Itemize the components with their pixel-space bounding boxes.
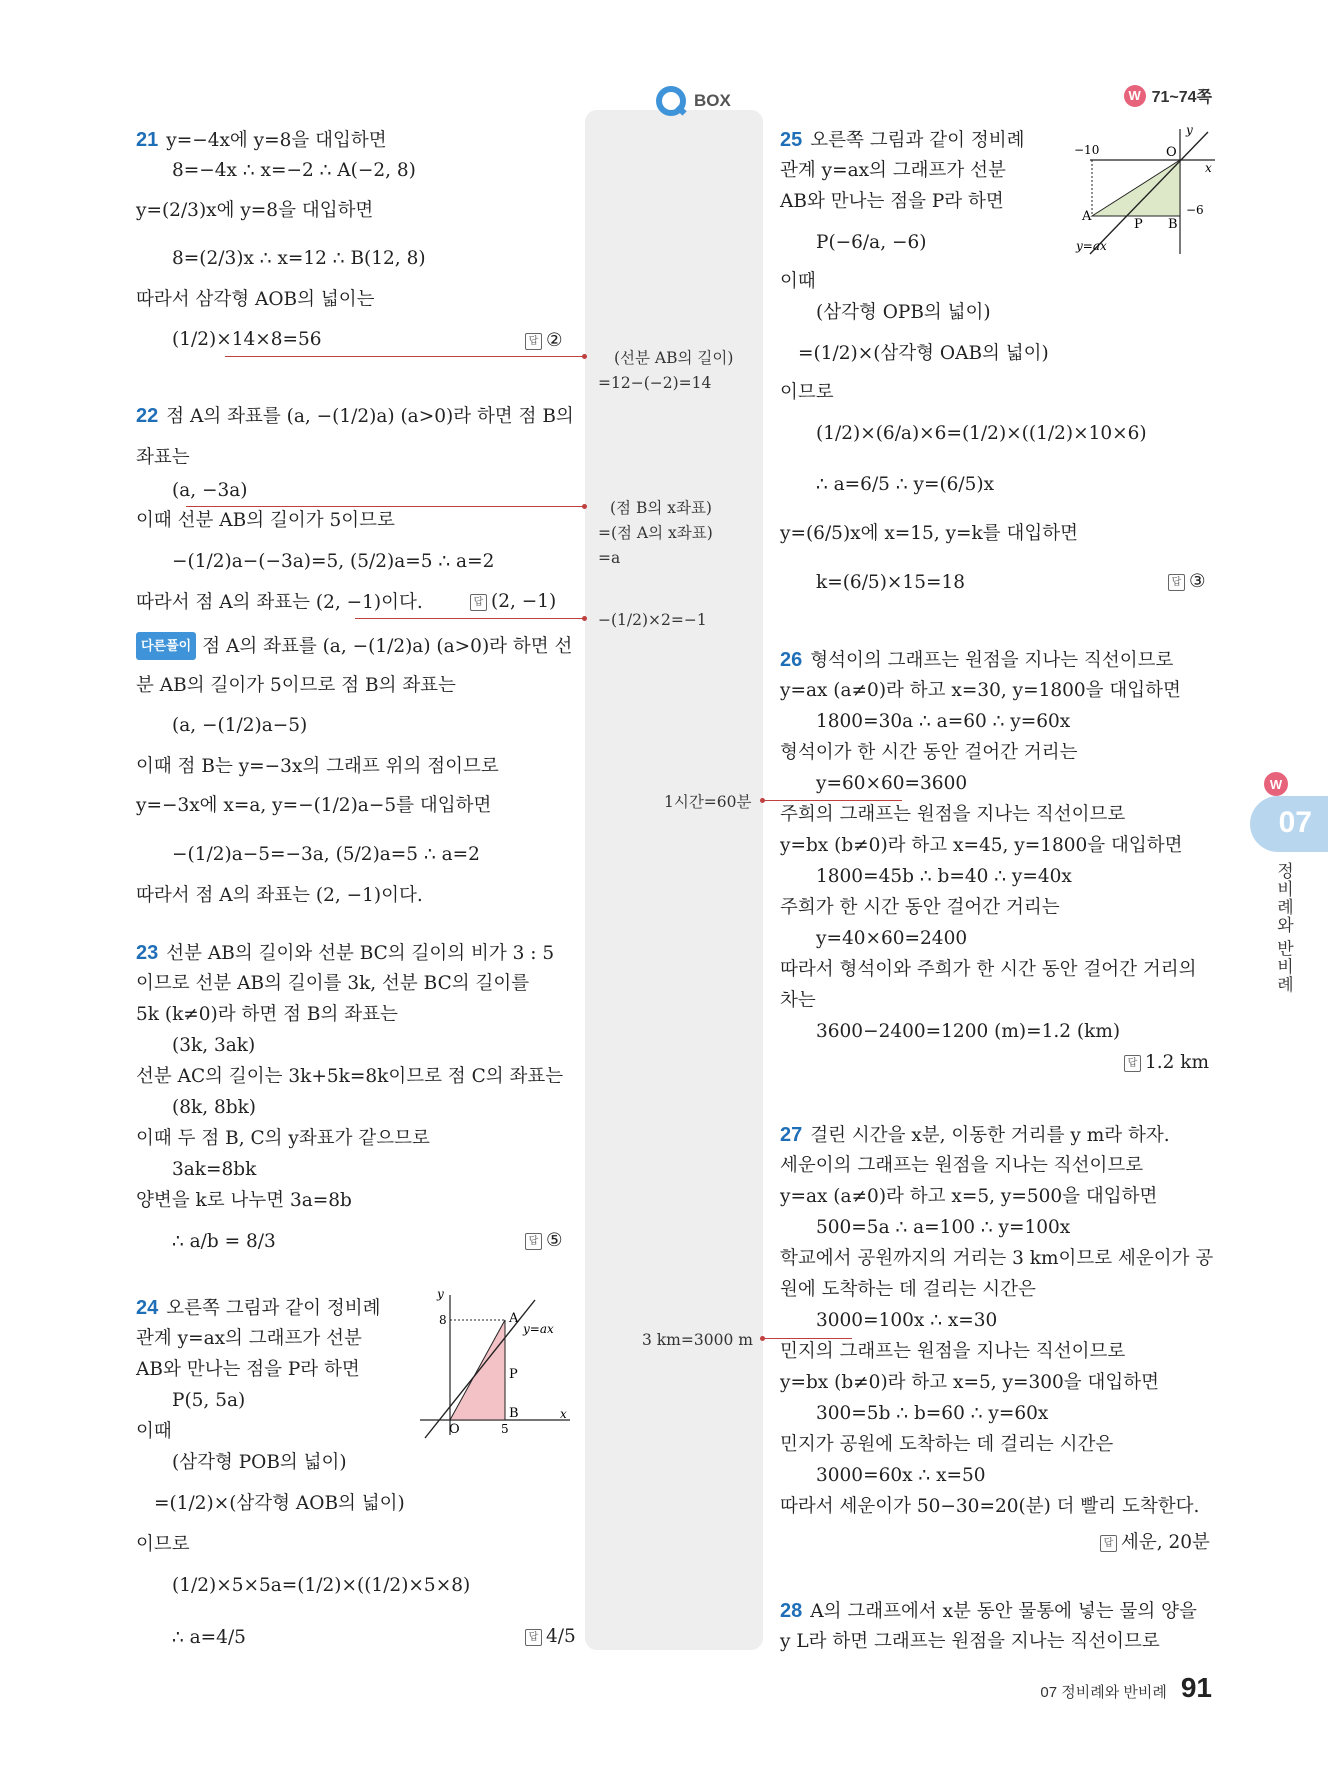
text-line: 이때 두 점 B, C의 y좌표가 같으므로 <box>136 1128 430 1149</box>
chapter-title: 정비례와 반비례 <box>1274 862 1293 994</box>
text-line: 따라서 삼각형 AOB의 넓이는 <box>136 289 375 310</box>
chapter-number: 07 <box>1278 806 1312 839</box>
text-line: y=60×60=3600 <box>816 773 968 794</box>
text-line: =(1/2)×(삼각형 AOB의 넓이) <box>154 1493 405 1514</box>
point-label: O <box>449 1422 460 1437</box>
text-line: 학교에서 공원까지의 거리는 3 km이므로 세운이가 공 <box>780 1248 1214 1269</box>
page-footer <box>1040 1672 1212 1704</box>
text-line: 3000=100x ∴ x=30 <box>816 1310 998 1331</box>
text-line: 1800=45b ∴ b=40 ∴ y=40x <box>816 866 1072 887</box>
text-line: 주희의 그래프는 원점을 지나는 직선이므로 <box>780 804 1126 825</box>
figure-25-graph <box>1060 124 1220 259</box>
note: −(1/2)×2=−1 <box>598 611 707 629</box>
text-line: 주희가 한 시간 동안 걸어간 거리는 <box>780 897 1060 918</box>
note: (점 B의 x좌표) <box>610 499 712 517</box>
text-line: 형석이가 한 시간 동안 걸어간 거리는 <box>780 742 1078 763</box>
answer <box>1100 1528 1210 1554</box>
answer <box>1168 571 1206 592</box>
text-line: (8k, 8bk) <box>172 1097 256 1118</box>
answer <box>525 1626 576 1647</box>
leader-dot <box>582 616 587 621</box>
text-line: 관계 y=ax의 그래프가 선분 <box>780 160 1006 181</box>
answer-value: ⑤ <box>546 1230 563 1251</box>
text-line: 민지의 그래프는 원점을 지나는 직선이므로 <box>780 1341 1126 1362</box>
text-line: 걸린 시간을 x분, 이동한 거리를 y m라 하자. <box>810 1125 1170 1146</box>
problem-number: 27 <box>780 1124 803 1146</box>
text-line: 이므로 <box>780 382 834 403</box>
text-line: 형석이의 그래프는 원점을 지나는 직선이므로 <box>810 650 1174 671</box>
point-label: O <box>1166 145 1177 160</box>
text-line: 따라서 세운이가 50−30=20(분) 더 빨리 도착한다. <box>780 1496 1200 1517</box>
problem-number: 28 <box>780 1600 803 1622</box>
answer <box>1124 1052 1209 1073</box>
answer-icon: 답 <box>470 594 487 611</box>
text-line: 좌표는 <box>136 447 190 468</box>
text-line: (3k, 3ak) <box>172 1035 256 1056</box>
problem-number: 24 <box>136 1297 159 1319</box>
page-number: 91 <box>1180 1672 1212 1703</box>
tick-label: 8 <box>439 1313 447 1327</box>
axis-label: x <box>560 1407 567 1421</box>
leader-dot <box>760 798 765 803</box>
text-line: A의 그래프에서 x분 동안 물통에 넣는 물의 양을 <box>810 1601 1197 1622</box>
text-line: 300=5b ∴ b=60 ∴ y=60x <box>816 1403 1049 1424</box>
answer <box>525 330 563 351</box>
text-line: y L라 하면 그래프는 원점을 지나는 직선이므로 <box>780 1631 1160 1652</box>
equation-label: y=ax <box>523 1322 554 1336</box>
text-line: y=40×60=2400 <box>816 928 968 949</box>
leader-line <box>186 506 585 507</box>
answer-icon: 답 <box>1124 1055 1141 1072</box>
tick-label: −10 <box>1074 143 1100 157</box>
page-range: 71~74쪽 <box>1151 89 1212 106</box>
text-line: 오른쪽 그림과 같이 정비례 <box>810 130 1025 151</box>
text-line: y=ax (a≠0)라 하고 x=30, y=1800을 대입하면 <box>780 680 1181 701</box>
answer-icon: 답 <box>525 1233 542 1250</box>
text-line: 관계 y=ax의 그래프가 선분 <box>136 1328 362 1349</box>
text-line: 세운이의 그래프는 원점을 지나는 직선이므로 <box>780 1155 1144 1176</box>
text-line: 1800=30a ∴ a=60 ∴ y=60x <box>816 711 1071 732</box>
text-line: 차는 <box>780 990 816 1011</box>
text-line: 3600−2400=1200 (m)=1.2 (km) <box>816 1021 1121 1042</box>
answer-icon: 답 <box>1168 574 1185 591</box>
tick-label: −6 <box>1186 203 1204 217</box>
text-line: 오른쪽 그림과 같이 정비례 <box>166 1298 381 1319</box>
answer-value: ② <box>546 330 563 351</box>
text-line: 3ak=8bk <box>172 1159 257 1180</box>
answer-value: 4/5 <box>546 1626 576 1647</box>
text-line: 원에 도착하는 데 걸리는 시간은 <box>780 1279 1036 1300</box>
text-line: 선분 AC의 길이는 3k+5k=8k이므로 점 C의 좌표는 <box>136 1066 564 1087</box>
text-line: k=(6/5)×15=18 <box>816 572 966 593</box>
text-line: y=−3x에 x=a, y=−(1/2)a−5를 대입하면 <box>136 795 492 816</box>
text-line: (1/2)×5×5a=(1/2)×((1/2)×5×8) <box>172 1575 471 1596</box>
text-line: 이때 점 B는 y=−3x의 그래프 위의 점이므로 <box>136 756 499 777</box>
text-line: y=(2/3)x에 y=8을 대입하면 <box>136 200 374 221</box>
leader-line <box>355 618 585 619</box>
text-line: 선분 AB의 길이와 선분 BC의 길이의 비가 3 : 5 <box>166 943 555 964</box>
note: 3 km=3000 m <box>642 1331 753 1349</box>
text-line: (a, −(1/2)a−5) <box>172 715 308 736</box>
text-line: (삼각형 OPB의 넓이) <box>816 302 991 323</box>
note: =a <box>598 549 621 567</box>
text-line: 따라서 점 A의 좌표는 (2, −1)이다. <box>136 592 423 613</box>
box-label: BOX <box>694 91 731 110</box>
box-notes-strip <box>585 110 763 1650</box>
text-line: 이므로 선분 AB의 길이를 3k, 선분 BC의 길이를 <box>136 973 530 994</box>
leader-dot <box>582 354 587 359</box>
text-line: ∴ a=4/5 <box>172 1627 246 1648</box>
answer-icon: 답 <box>1100 1535 1117 1552</box>
point-label: A <box>1082 209 1092 224</box>
text-line: 민지가 공원에 도착하는 데 걸리는 시간은 <box>780 1434 1114 1455</box>
figure-24-graph <box>415 1290 575 1440</box>
problem-number: 22 <box>136 405 159 427</box>
text-line: 따라서 점 A의 좌표는 (2, −1)이다. <box>136 885 423 906</box>
answer-icon: 답 <box>525 1629 542 1646</box>
text-line: y=(6/5)x에 x=15, y=k를 대입하면 <box>780 523 1078 544</box>
point-label: B <box>509 1406 519 1421</box>
text-line: (삼각형 POB의 넓이) <box>172 1452 347 1473</box>
text-line: 이때 <box>136 1421 172 1442</box>
footer-chapter: 07 정비례와 반비례 <box>1040 1684 1167 1701</box>
equation-label: y=ax <box>1076 239 1107 253</box>
text-line: ∴ a/b = 8/3 <box>172 1231 276 1252</box>
point-label: A <box>509 1311 519 1326</box>
leader-line <box>762 800 902 801</box>
text-line: 양변을 k로 나누면 3a=8b <box>136 1190 352 1211</box>
tick-label: 5 <box>501 1422 509 1436</box>
text-line: y=−4x에 y=8을 대입하면 <box>166 130 387 151</box>
axis-label: y <box>1186 124 1193 137</box>
leader-dot <box>582 504 587 509</box>
text-line: (1/2)×14×8=56 <box>172 329 322 350</box>
answer <box>470 591 556 612</box>
text-line: 따라서 형석이와 주희가 한 시간 동안 걸어간 거리의 <box>780 959 1197 980</box>
problem-number: 23 <box>136 942 159 964</box>
text-line: 5k (k≠0)라 하면 점 B의 좌표는 <box>136 1004 398 1025</box>
note: (선분 AB의 길이) <box>614 349 734 367</box>
answer-value: ③ <box>1189 571 1206 592</box>
text-line: 500=5a ∴ a=100 ∴ y=100x <box>816 1217 1071 1238</box>
note: =12−(−2)=14 <box>598 374 712 392</box>
text-line: y=bx (b≠0)라 하고 x=5, y=300을 대입하면 <box>780 1372 1159 1393</box>
text-line: 분 AB의 길이가 5이므로 점 B의 좌표는 <box>136 675 456 696</box>
text-line: AB와 만나는 점을 P라 하면 <box>136 1359 360 1380</box>
problem-number: 26 <box>780 649 803 671</box>
point-label: P <box>1134 217 1143 232</box>
problem-number: 21 <box>136 129 159 151</box>
text-line: (a, −3a) <box>172 480 248 501</box>
leader-dot <box>760 1336 765 1341</box>
text-line: 이때 <box>780 271 816 292</box>
text-line: −(1/2)a−(−3a)=5, (5/2)a=5 ∴ a=2 <box>172 551 495 572</box>
alt-solution-tag: 다른풀이 <box>136 632 196 660</box>
text-line: −(1/2)a−5=−3a, (5/2)a=5 ∴ a=2 <box>172 844 480 865</box>
box-header <box>656 86 731 116</box>
note: =(점 A의 x좌표) <box>598 524 713 542</box>
answer <box>525 1230 563 1251</box>
answer-value: 세운, 20분 <box>1121 1532 1210 1553</box>
text-line: 3000=60x ∴ x=50 <box>816 1465 986 1486</box>
note: 1시간=60분 <box>664 793 752 811</box>
text-line: P(−6/a, −6) <box>816 232 927 253</box>
axis-label: x <box>1205 161 1212 175</box>
point-label: B <box>1168 217 1178 232</box>
text-line: (1/2)×(6/a)×6=(1/2)×((1/2)×10×6) <box>816 423 1147 444</box>
answer-value: 1.2 km <box>1145 1052 1210 1073</box>
answer-icon: 답 <box>525 333 542 350</box>
text-line: P(5, 5a) <box>172 1390 246 1411</box>
text-line: 이므로 <box>136 1534 190 1555</box>
text-line: AB와 만나는 점을 P라 하면 <box>780 191 1004 212</box>
text-line: 8=−4x ∴ x=−2 ∴ A(−2, 8) <box>172 160 416 181</box>
w-badge-icon: W <box>1124 85 1146 107</box>
text-line: 8=(2/3)x ∴ x=12 ∴ B(12, 8) <box>172 248 426 269</box>
axis-label: y <box>437 1290 444 1301</box>
side-w-badge-icon: W <box>1264 772 1288 796</box>
text-line: ∴ a=6/5 ∴ y=(6/5)x <box>816 474 995 495</box>
text-line: 점 A의 좌표를 (a, −(1/2)a) (a>0)라 하면 선 <box>202 636 573 657</box>
problem-number: 25 <box>780 129 803 151</box>
text-line: 이때 선분 AB의 길이가 5이므로 <box>136 510 395 531</box>
box-logo-icon <box>656 86 686 116</box>
answer-value: (2, −1) <box>491 591 557 612</box>
leader-line <box>225 356 585 357</box>
text-line: y=bx (b≠0)라 하고 x=45, y=1800을 대입하면 <box>780 835 1183 856</box>
text-line: y=ax (a≠0)라 하고 x=5, y=500을 대입하면 <box>780 1186 1158 1207</box>
point-label: P <box>509 1367 518 1382</box>
text-line: 점 A의 좌표를 (a, −(1/2)a) (a>0)라 하면 점 B의 <box>166 406 574 427</box>
page-range-header <box>1124 84 1212 107</box>
text-line: =(1/2)×(삼각형 OAB의 넓이) <box>798 343 1049 364</box>
